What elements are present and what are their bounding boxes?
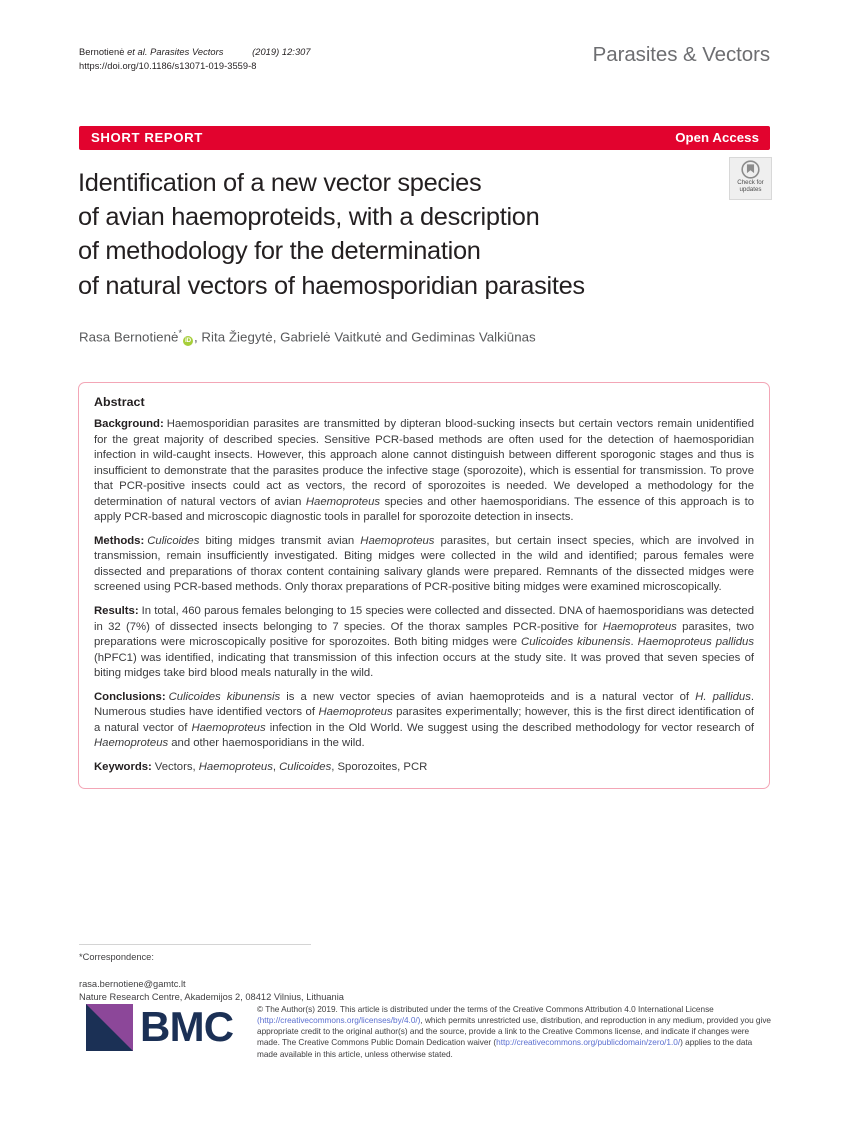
abstract-section-results — [94, 604, 754, 682]
running-head-doi[interactable]: https://doi.org/10.1186/s13071-019-3559-8 — [79, 60, 257, 71]
bmc-logo — [86, 1004, 241, 1052]
article-type-label: SHORT REPORT — [91, 130, 203, 145]
running-head-author: Bernotienė — [79, 47, 125, 57]
journal-title: Parasites & Vectors — [592, 43, 770, 66]
abstract-text-background: Haemosporidian parasites are transmitted by dipteran blood-sucking insects but certain vectors remain unidentified for the great majority of described species. Sensitive PCR-based methods are often used for the detection of haemosporidian infection in wild-caught insects. However, this approach alone cannot distinguish between different sporogonic stages and thus is insufficient to demonstrate that the parasites produce the infective stage (sporozoite), which is essential for transmission. To prove that PCR-positive insects could act as vectors, the record of sporozoites is needed. We developed a methodology for the determination of natural vectors of avian Haemoproteus species and other haemosporidians. The essence of this approach is to apply PCR-based and microscopic diagnostic tools in parallel for sporozoite detection in insects. — [94, 418, 755, 524]
license-link-cc0[interactable]: http://creativecommons.org/publicdomain/zero/1.0/ — [496, 1038, 681, 1048]
abstract-box — [78, 382, 770, 789]
abstract-text-conclusions: Culicoides kibunensis is a new vector species of avian haemoproteids and is a natural vector of H. pallidus. Numerous studies have identified vectors of Haemoproteus parasites experimentally; however, this is the first direct identification of a natural vector of Haemoproteus infection in the Old World. We suggest using the described methodology for vector research of Haemoproteus and other haemosporidians in the wild. — [94, 690, 755, 750]
corresponding-marker: * — [178, 328, 182, 338]
check-for-updates-line1: Check for — [737, 179, 764, 186]
author-first: Rasa Bernotienė — [79, 329, 179, 345]
footer-divider — [79, 944, 311, 945]
abstract-text-methods: Culicoides biting midges transmit avian Haemoproteus parasites, but certain insect species, which are involved in transmission, remain insufficiently investigated. Biting midges were collected in the wild and identified; parous females were dissected and preparations of thorax content containing salivary glands were prepared. Remnants of the dissected midges were screened using PCR-based methods. Only thorax preparations of PCR-positive biting midges were examined microscopically. — [94, 534, 754, 594]
abstract-section-conclusions — [94, 690, 754, 752]
title-line-2: of avian haemoproteids, with a description — [78, 203, 540, 232]
open-access-bar — [79, 126, 770, 150]
abstract-text-results: In total, 460 parous females belonging to 15 species were collected and dissected. DNA of haemosporidians was detected in 32 (7%) of dissected insects belonging to 7 species. Of the thorax samples PCR-positive for Haemoproteus parasites, two preparations were microscopically positive for sporozoites. Both biting midges were Culicoides kibunensis. Haemoproteus pallidus (hPFC1) was identified, indicating that transmission of this infection occurs at the study site. It was proved that seven species of biting midges take bird blood meals naturally in the wild. — [94, 605, 754, 680]
correspondence-email[interactable]: rasa.bernotiene@gamtc.lt — [79, 978, 186, 989]
title-line-1: Identification of a new vector species — [78, 169, 482, 197]
correspondence-block — [79, 951, 509, 1005]
bmc-wordmark: BMC — [140, 1003, 234, 1050]
check-for-updates-line2: updates — [739, 186, 762, 194]
open-access-label: Open Access — [675, 130, 759, 145]
title-line-3: of methodology for the determination — [78, 237, 481, 266]
correspondence-label: *Correspondence: — [79, 952, 154, 962]
abstract-section-keywords — [94, 760, 754, 776]
bmc-mark-icon — [86, 1004, 133, 1051]
correspondence-line — [79, 951, 509, 991]
running-head-volume: (2019) 12:307 — [252, 47, 311, 57]
orcid-icon[interactable]: iD — [184, 337, 191, 345]
page-title — [78, 166, 738, 303]
copyright-notice — [257, 1004, 773, 1060]
abstract-text-keywords: Vectors, Haemoproteus, Culicoides, Sporozoites, PCR — [154, 760, 428, 773]
abstract-section-background — [94, 417, 754, 526]
abstract-label-methods: Methods: — [94, 534, 145, 547]
running-head — [79, 46, 509, 73]
crossmark-circle-icon — [741, 160, 760, 179]
abstract-heading: Abstract — [94, 395, 145, 409]
affiliation-line: Nature Research Centre, Akademijos 2, 08412 Vilnius, Lithuania — [79, 992, 344, 1003]
copyright-text-2: , which permits unrestricted use, distribution, and reproduction in any medium, provided you give appropriate credit to the original author(s) and the source, provide a link to the Creative Commons license, and indicate if changes were made. The Creative Commons Public Domain Dedication waiver ( — [257, 1016, 772, 1048]
abstract-label-conclusions: Conclusions: — [94, 690, 166, 703]
author-list — [79, 328, 739, 345]
title-line-4: of natural vectors of haemosporidian parasites — [78, 271, 585, 300]
abstract-label-background: Background: — [94, 418, 164, 430]
copyright-text-3: ) applies to the data made available in this article, unless otherwise stated. — [257, 1038, 753, 1059]
abstract-label-results: Results: — [94, 605, 139, 618]
abstract-section-methods — [94, 534, 754, 596]
abstract-label-keywords: Keywords: — [94, 760, 152, 773]
copyright-text-1: © The Author(s) 2019. This article is distributed under the terms of the Creative Commons Attribution 4.0 International License — [257, 1005, 714, 1014]
running-head-journal: et al. Parasites Vectors — [127, 47, 224, 57]
author-rest: , Rita Žiegytė, Gabrielė Vaitkutė and Gediminas Valkiūnas — [193, 329, 536, 345]
license-link-cc-by[interactable]: (http://creativecommons.org/licenses/by/4.0/) — [257, 1016, 421, 1026]
